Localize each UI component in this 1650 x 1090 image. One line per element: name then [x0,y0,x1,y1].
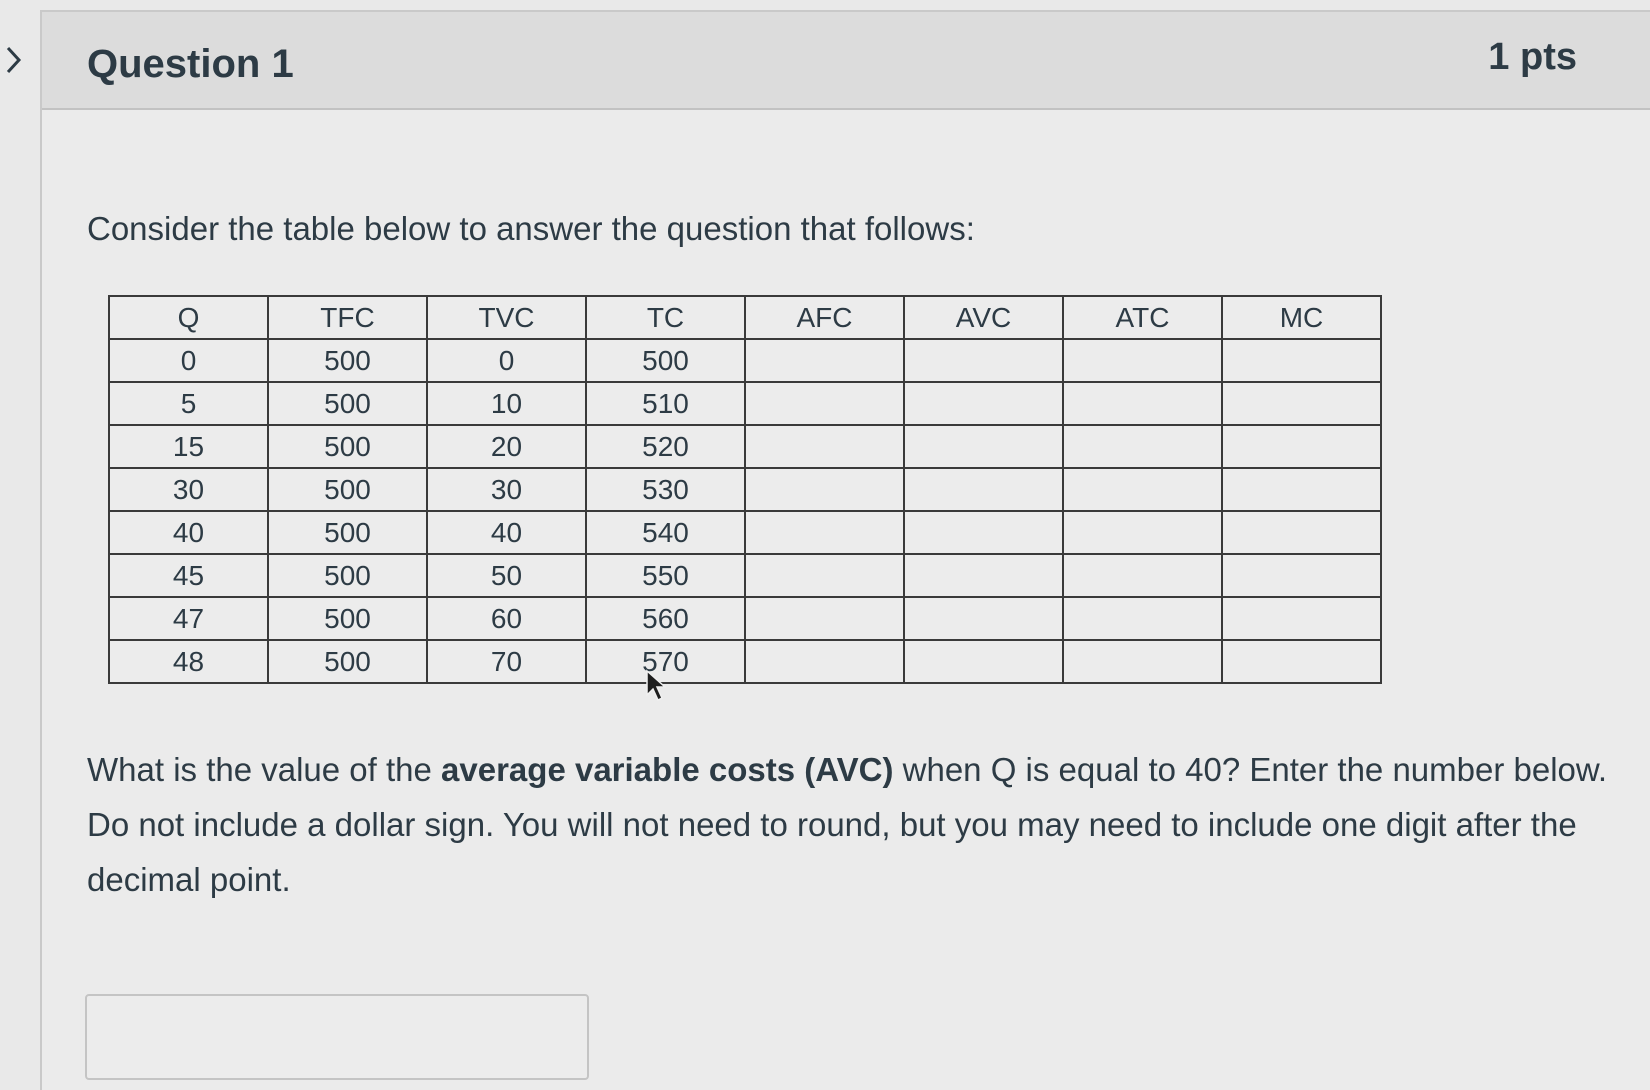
question-title: Question 1 [87,42,294,86]
table-cell: 40 [109,511,268,554]
table-cell [745,468,904,511]
table-cell [1063,597,1222,640]
table-cell: 570 [586,640,745,683]
table-cell [1063,382,1222,425]
table-cell [904,468,1063,511]
table-cell: 70 [427,640,586,683]
question-points: 1 pts [1488,36,1577,78]
table-cell: 520 [586,425,745,468]
table-cell: 500 [268,554,427,597]
table-cell: 500 [268,382,427,425]
table-cell: 47 [109,597,268,640]
question-header [42,12,1650,110]
table-cell: 530 [586,468,745,511]
table-cell [745,511,904,554]
table-cell [1063,468,1222,511]
column-header: AFC [745,296,904,339]
table-cell [1222,425,1381,468]
table-row [109,554,1381,597]
table-cell [1063,425,1222,468]
table-cell: 540 [586,511,745,554]
table-cell: 45 [109,554,268,597]
prompt-text-bold: average variable costs (AVC) [441,751,894,788]
table-cell [1063,511,1222,554]
table-cell [1222,339,1381,382]
table-row [109,640,1381,683]
table-cell [904,382,1063,425]
column-header: Q [109,296,268,339]
table-cell: 0 [427,339,586,382]
table-row [109,382,1381,425]
table-cell [1063,554,1222,597]
table-cell [1222,382,1381,425]
table-cell: 40 [427,511,586,554]
table-cell [1222,640,1381,683]
table-cell: 500 [268,339,427,382]
question-intro: Consider the table below to answer the question that follows: [87,210,975,247]
table-cell: 560 [586,597,745,640]
table-cell: 30 [109,468,268,511]
column-header: AVC [904,296,1063,339]
table-cell [745,597,904,640]
table-cell [745,339,904,382]
column-header: TVC [427,296,586,339]
table-cell [904,597,1063,640]
question-card [40,10,1650,1090]
table-row [109,597,1381,640]
table-cell: 500 [268,597,427,640]
table-cell: 15 [109,425,268,468]
table-cell: 50 [427,554,586,597]
table-cell [745,382,904,425]
collapse-toggle[interactable] [0,40,28,80]
table-cell [904,554,1063,597]
table-cell: 20 [427,425,586,468]
table-cell: 500 [268,511,427,554]
table-cell: 10 [427,382,586,425]
table-row [109,468,1381,511]
table-cell [904,511,1063,554]
table-cell: 5 [109,382,268,425]
table-cell [1222,468,1381,511]
table-cell [1222,597,1381,640]
question-prompt [87,742,1617,907]
cost-table [108,295,1382,684]
column-header: ATC [1063,296,1222,339]
table-cell [1063,339,1222,382]
prompt-text-start: What is the value of the [87,751,442,788]
table-cell [745,425,904,468]
table-cell: 500 [268,640,427,683]
table-cell: 500 [268,468,427,511]
table-row [109,511,1381,554]
table-cell: 0 [109,339,268,382]
table-cell: 550 [586,554,745,597]
table-cell [745,640,904,683]
table-cell: 500 [268,425,427,468]
table-header-row [109,296,1381,339]
table-cell: 60 [427,597,586,640]
table-cell [904,640,1063,683]
table-cell: 30 [427,468,586,511]
table-cell [904,339,1063,382]
answer-input[interactable] [85,994,589,1080]
table-cell: 48 [109,640,268,683]
chevron-right-icon [5,45,23,75]
table-cell [904,425,1063,468]
column-header: TC [586,296,745,339]
table-row [109,425,1381,468]
table-row [109,339,1381,382]
table-cell [1063,640,1222,683]
column-header: MC [1222,296,1381,339]
table-cell [1222,511,1381,554]
table-cell: 510 [586,382,745,425]
prompt-text-end: when Q is equal to 40? Enter the number below. Do not include a dollar sign. You will not need to round, but you may need to include one digit after the decimal point. [87,751,1608,898]
table-cell [1222,554,1381,597]
table-cell [745,554,904,597]
column-header: TFC [268,296,427,339]
table-cell: 500 [586,339,745,382]
mouse-pointer-icon [645,669,671,703]
